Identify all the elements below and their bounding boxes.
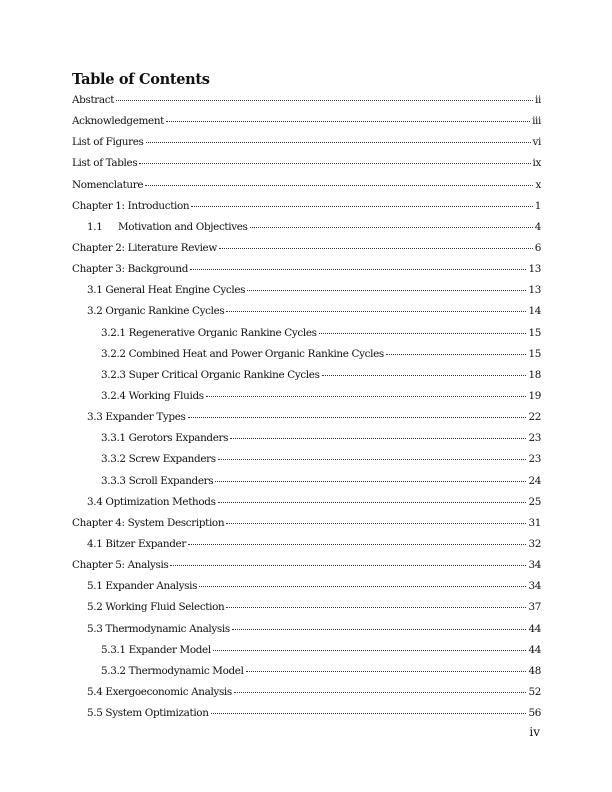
toc-entry-title: Chapter 5: Analysis: [72, 559, 169, 572]
toc-entry-page: 31: [528, 516, 541, 529]
dot-leader: [226, 606, 526, 608]
toc-entry-title: 3.3 Expander Types: [87, 411, 186, 424]
toc-entry-page: 15: [528, 326, 541, 339]
dot-leader: [213, 649, 527, 651]
dot-leader: [215, 480, 526, 482]
toc-entry-title: 3.2.4 Working Fluids: [101, 389, 204, 402]
toc-entry-title: Chapter 4: System Description: [72, 516, 225, 529]
toc-entry-title: 4.1 Bitzer Expander: [87, 537, 186, 550]
toc-entry[interactable]: [72, 153, 541, 174]
toc-entry-page: 25: [528, 495, 541, 508]
dot-leader: [188, 416, 527, 418]
toc-entry-title: 5.1 Expander Analysis: [87, 580, 198, 593]
toc-entry-title: Chapter 2: Literature Review: [72, 241, 217, 254]
page-number: iv: [529, 725, 540, 739]
toc-entry[interactable]: [72, 217, 541, 238]
toc-entry-page: 52: [528, 685, 541, 698]
dot-leader: [145, 184, 533, 186]
toc-entry-page: 19: [528, 389, 541, 402]
toc-entry[interactable]: [72, 259, 541, 280]
toc-entry[interactable]: [72, 534, 541, 555]
toc-list: [72, 90, 541, 724]
toc-entry-title: Abstract: [72, 94, 115, 106]
toc-entry[interactable]: [72, 640, 541, 661]
dot-leader: [226, 310, 526, 312]
toc-entry[interactable]: [72, 682, 541, 703]
dot-leader: [206, 395, 527, 397]
toc-entry-page: ix: [532, 157, 541, 170]
toc-entry[interactable]: [72, 365, 541, 386]
toc-entry-title: 5.3.1 Expander Model: [101, 643, 211, 656]
toc-entry-page: 24: [528, 474, 541, 487]
toc-title: Table of Contents: [72, 71, 210, 88]
dot-leader: [319, 332, 527, 334]
dot-leader: [166, 120, 530, 122]
dot-leader: [322, 374, 527, 376]
toc-entry-page: 6: [534, 241, 541, 254]
toc-entry-title: Chapter 1: Introduction: [72, 199, 190, 212]
toc-entry[interactable]: [72, 428, 541, 449]
toc-entry-page: ii: [535, 94, 541, 106]
toc-entry[interactable]: [72, 619, 541, 640]
toc-entry-page: 34: [528, 559, 541, 572]
toc-entry-page: 23: [528, 453, 541, 466]
toc-entry-title: Motivation and Objectives: [118, 220, 248, 233]
toc-entry[interactable]: [72, 175, 541, 196]
toc-entry[interactable]: [72, 661, 541, 682]
toc-entry-title: 3.3.3 Scroll Expanders: [101, 474, 214, 487]
toc-entry-page: vi: [532, 136, 541, 149]
dot-leader: [146, 141, 531, 143]
toc-entry-title: 3.2.1 Regenerative Organic Rankine Cycles: [101, 326, 317, 339]
toc-entry[interactable]: [72, 132, 541, 153]
toc-entry-page: 22: [528, 411, 541, 424]
dot-leader: [246, 670, 527, 672]
toc-entry[interactable]: [72, 111, 541, 132]
toc-entry[interactable]: [72, 196, 541, 217]
toc-entry-title: 5.3 Thermodynamic Analysis: [87, 622, 230, 635]
dot-leader: [116, 99, 533, 101]
toc-entry[interactable]: [72, 492, 541, 513]
toc-entry-title: 5.3.2 Thermodynamic Model: [101, 664, 244, 677]
toc-entry-page: iii: [532, 115, 541, 128]
toc-entry[interactable]: [72, 555, 541, 576]
toc-entry-title: Acknowledgement: [72, 115, 165, 128]
toc-entry-title: Chapter 3: Background: [72, 263, 189, 276]
toc-entry[interactable]: [72, 90, 541, 111]
dot-leader: [219, 247, 533, 249]
toc-entry[interactable]: [72, 407, 541, 428]
dot-leader: [218, 458, 527, 460]
toc-entry-title: 3.4 Optimization Methods: [87, 495, 216, 508]
toc-entry-title: Nomenclature: [72, 178, 144, 191]
toc-entry-page: 44: [528, 622, 541, 635]
dot-leader: [230, 437, 526, 439]
toc-entry-title: 5.4 Exergoeconomic Analysis: [87, 685, 232, 698]
toc-entry-title: 3.2.2 Combined Heat and Power Organic Rankine Cycles: [101, 347, 384, 360]
toc-entry-page: 44: [528, 643, 541, 656]
toc-entry[interactable]: [72, 513, 541, 534]
toc-entry-page: 18: [528, 368, 541, 381]
toc-entry[interactable]: [72, 386, 541, 407]
dot-leader: [170, 564, 526, 566]
dot-leader: [190, 268, 526, 270]
dot-leader: [386, 353, 527, 355]
toc-entry-page: 13: [528, 263, 541, 276]
toc-entry-page: x: [535, 178, 541, 191]
dot-leader: [247, 289, 526, 291]
toc-entry[interactable]: [72, 280, 541, 301]
toc-entry-page: 23: [528, 432, 541, 445]
toc-entry-page: 15: [528, 347, 541, 360]
toc-entry-page: 1: [534, 199, 541, 212]
toc-entry[interactable]: [72, 703, 541, 724]
dot-leader: [139, 162, 530, 164]
toc-entry-title: 3.3.2 Screw Expanders: [101, 453, 216, 466]
toc-entry-page: 13: [528, 284, 541, 297]
toc-entry-page: 37: [528, 601, 541, 614]
dot-leader: [199, 585, 526, 587]
dot-leader: [232, 628, 527, 630]
toc-entry-page: 32: [528, 537, 541, 550]
toc-entry-title: 5.2 Working Fluid Selection: [87, 601, 225, 614]
dot-leader: [188, 543, 527, 545]
toc-entry-title: 3.3.1 Gerotors Expanders: [101, 432, 229, 445]
dot-leader: [218, 501, 527, 503]
toc-entry-number: 1.1: [87, 220, 103, 233]
toc-entry-title: 5.5 System Optimization: [87, 707, 209, 720]
toc-entry[interactable]: [72, 238, 541, 259]
toc-entry[interactable]: [72, 344, 541, 365]
toc-entry-title: List of Tables: [72, 157, 138, 170]
toc-entry[interactable]: [72, 471, 541, 492]
toc-entry-title: List of Figures: [72, 136, 144, 149]
dot-leader: [226, 522, 526, 524]
toc-entry-title: 3.2.3 Super Critical Organic Rankine Cycles: [101, 368, 320, 381]
toc-entry[interactable]: [72, 323, 541, 344]
toc-entry[interactable]: [72, 449, 541, 470]
dot-leader: [191, 205, 532, 207]
toc-entry[interactable]: [72, 301, 541, 322]
dot-leader: [250, 226, 533, 228]
toc-entry-page: 4: [534, 220, 541, 233]
toc-entry[interactable]: [72, 597, 541, 618]
toc-entry-page: 48: [528, 664, 541, 677]
toc-entry-page: 14: [528, 305, 541, 318]
toc-entry[interactable]: [72, 576, 541, 597]
dot-leader: [234, 691, 527, 693]
toc-entry-title: 3.2 Organic Rankine Cycles: [87, 305, 225, 318]
toc-entry-page: 56: [528, 707, 541, 720]
toc-entry-title: 3.1 General Heat Engine Cycles: [87, 284, 246, 297]
toc-entry-page: 34: [528, 580, 541, 593]
dot-leader: [211, 712, 527, 714]
